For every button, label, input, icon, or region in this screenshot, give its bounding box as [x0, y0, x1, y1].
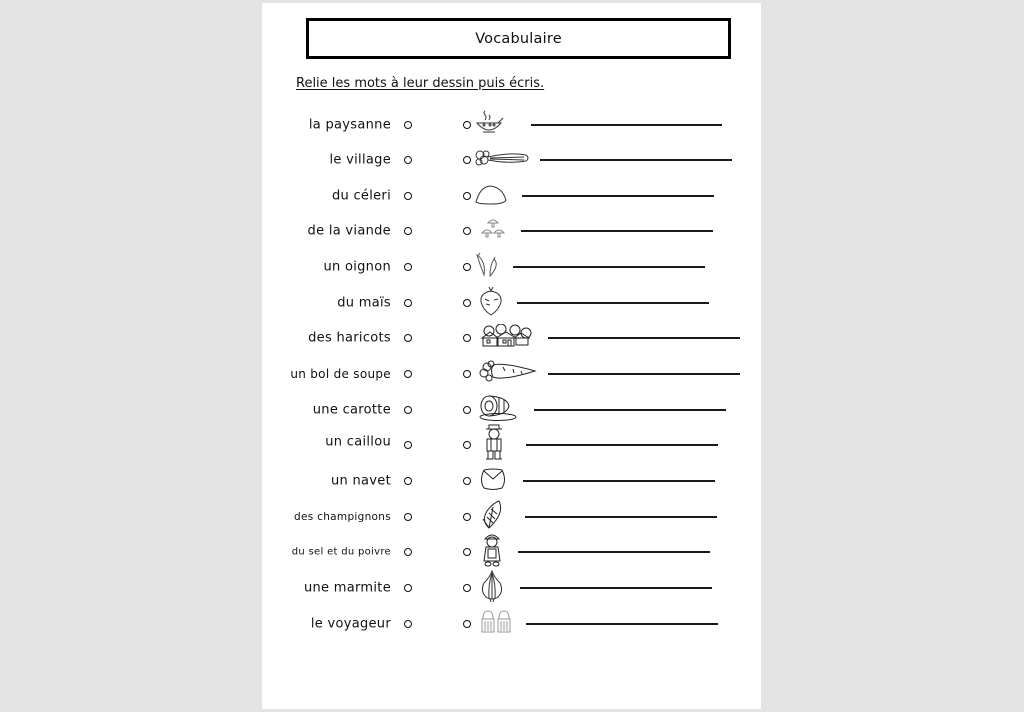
- cooking-pot-icon: [478, 466, 508, 496]
- word-connector-dot[interactable]: [404, 477, 412, 485]
- word-connector-dot[interactable]: [404, 620, 412, 628]
- word-label: le village: [329, 152, 391, 168]
- answer-line[interactable]: [521, 230, 713, 232]
- village-icon: [479, 324, 533, 352]
- answer-line[interactable]: [526, 623, 718, 625]
- match-row: [262, 288, 761, 318]
- match-row: [262, 573, 761, 603]
- answer-line[interactable]: [520, 587, 712, 589]
- picture-connector-dot[interactable]: [463, 227, 471, 235]
- word-label: du sel et du poivre: [291, 546, 391, 558]
- match-row: [262, 216, 761, 246]
- word-connector-dot[interactable]: [404, 548, 412, 556]
- match-row: [262, 323, 761, 353]
- word-connector-dot[interactable]: [404, 334, 412, 342]
- onion-icon: [480, 569, 504, 607]
- word-label: le voyageur: [310, 616, 391, 632]
- page-title: Vocabulaire: [475, 30, 562, 47]
- word-label: du céleri: [331, 188, 391, 204]
- word-connector-dot[interactable]: [404, 299, 412, 307]
- worksheet-page: [262, 3, 761, 709]
- word-connector-dot[interactable]: [404, 156, 412, 164]
- answer-line[interactable]: [548, 373, 740, 375]
- answer-line[interactable]: [548, 337, 740, 339]
- picture-connector-dot[interactable]: [463, 620, 471, 628]
- answer-line[interactable]: [526, 444, 718, 446]
- word-label: du maïs: [337, 295, 391, 311]
- salt-pepper-icon: [480, 609, 514, 639]
- picture-connector-dot[interactable]: [463, 192, 471, 200]
- match-row: [262, 145, 761, 175]
- word-connector-dot[interactable]: [404, 227, 412, 235]
- picture-connector-dot[interactable]: [463, 121, 471, 129]
- word-label: un caillou: [325, 434, 391, 450]
- picture-connector-dot[interactable]: [463, 156, 471, 164]
- word-connector-dot[interactable]: [404, 406, 412, 414]
- word-connector-dot[interactable]: [404, 370, 412, 378]
- peasant-woman-icon: [480, 531, 504, 573]
- picture-connector-dot[interactable]: [463, 441, 471, 449]
- word-label: des haricots: [308, 330, 391, 346]
- word-label: de la viande: [307, 223, 391, 239]
- word-label: un bol de soupe: [290, 367, 391, 381]
- match-row: [262, 110, 761, 140]
- match-row: [262, 609, 761, 639]
- answer-line[interactable]: [540, 159, 732, 161]
- pebble-icon: [474, 183, 508, 209]
- match-row: [262, 359, 761, 389]
- picture-connector-dot[interactable]: [463, 584, 471, 592]
- traveler-icon: [482, 424, 506, 466]
- turnip-icon: [477, 285, 505, 321]
- word-label: un oignon: [323, 259, 391, 275]
- answer-line[interactable]: [523, 480, 715, 482]
- answer-line[interactable]: [518, 551, 710, 553]
- word-label: une carotte: [312, 402, 391, 418]
- word-connector-dot[interactable]: [404, 513, 412, 521]
- word-label: un navet: [330, 473, 391, 489]
- word-label: la paysanne: [308, 117, 391, 133]
- picture-connector-dot[interactable]: [463, 263, 471, 271]
- picture-connector-dot[interactable]: [463, 299, 471, 307]
- word-connector-dot[interactable]: [404, 441, 412, 449]
- word-connector-dot[interactable]: [404, 192, 412, 200]
- ham-icon: [479, 394, 519, 426]
- corn-icon: [479, 499, 505, 535]
- word-connector-dot[interactable]: [404, 263, 412, 271]
- match-row: [262, 430, 761, 460]
- word-connector-dot[interactable]: [404, 584, 412, 592]
- picture-connector-dot[interactable]: [463, 513, 471, 521]
- answer-line[interactable]: [534, 409, 726, 411]
- word-label: des champignons: [294, 511, 391, 523]
- celery-icon: [474, 148, 530, 172]
- match-row: [262, 537, 761, 567]
- answer-line[interactable]: [525, 516, 717, 518]
- soup-bowl-icon: [474, 110, 504, 140]
- picture-connector-dot[interactable]: [463, 370, 471, 378]
- match-row: [262, 502, 761, 532]
- answer-line[interactable]: [522, 195, 714, 197]
- green-beans-icon: [474, 251, 500, 283]
- answer-line[interactable]: [513, 266, 705, 268]
- carrot-icon: [479, 359, 537, 389]
- instruction-text: Relie les mots à leur dessin puis écris.: [296, 76, 545, 91]
- answer-line[interactable]: [517, 302, 709, 304]
- match-row: [262, 252, 761, 282]
- match-row: [262, 181, 761, 211]
- mushrooms-icon: [480, 216, 506, 246]
- picture-connector-dot[interactable]: [463, 477, 471, 485]
- picture-connector-dot[interactable]: [463, 334, 471, 342]
- match-row: [262, 466, 761, 496]
- word-connector-dot[interactable]: [404, 121, 412, 129]
- word-label: une marmite: [303, 580, 391, 596]
- match-row: [262, 395, 761, 425]
- picture-connector-dot[interactable]: [463, 406, 471, 414]
- title-box: [306, 18, 731, 59]
- answer-line[interactable]: [531, 124, 722, 126]
- picture-connector-dot[interactable]: [463, 548, 471, 556]
